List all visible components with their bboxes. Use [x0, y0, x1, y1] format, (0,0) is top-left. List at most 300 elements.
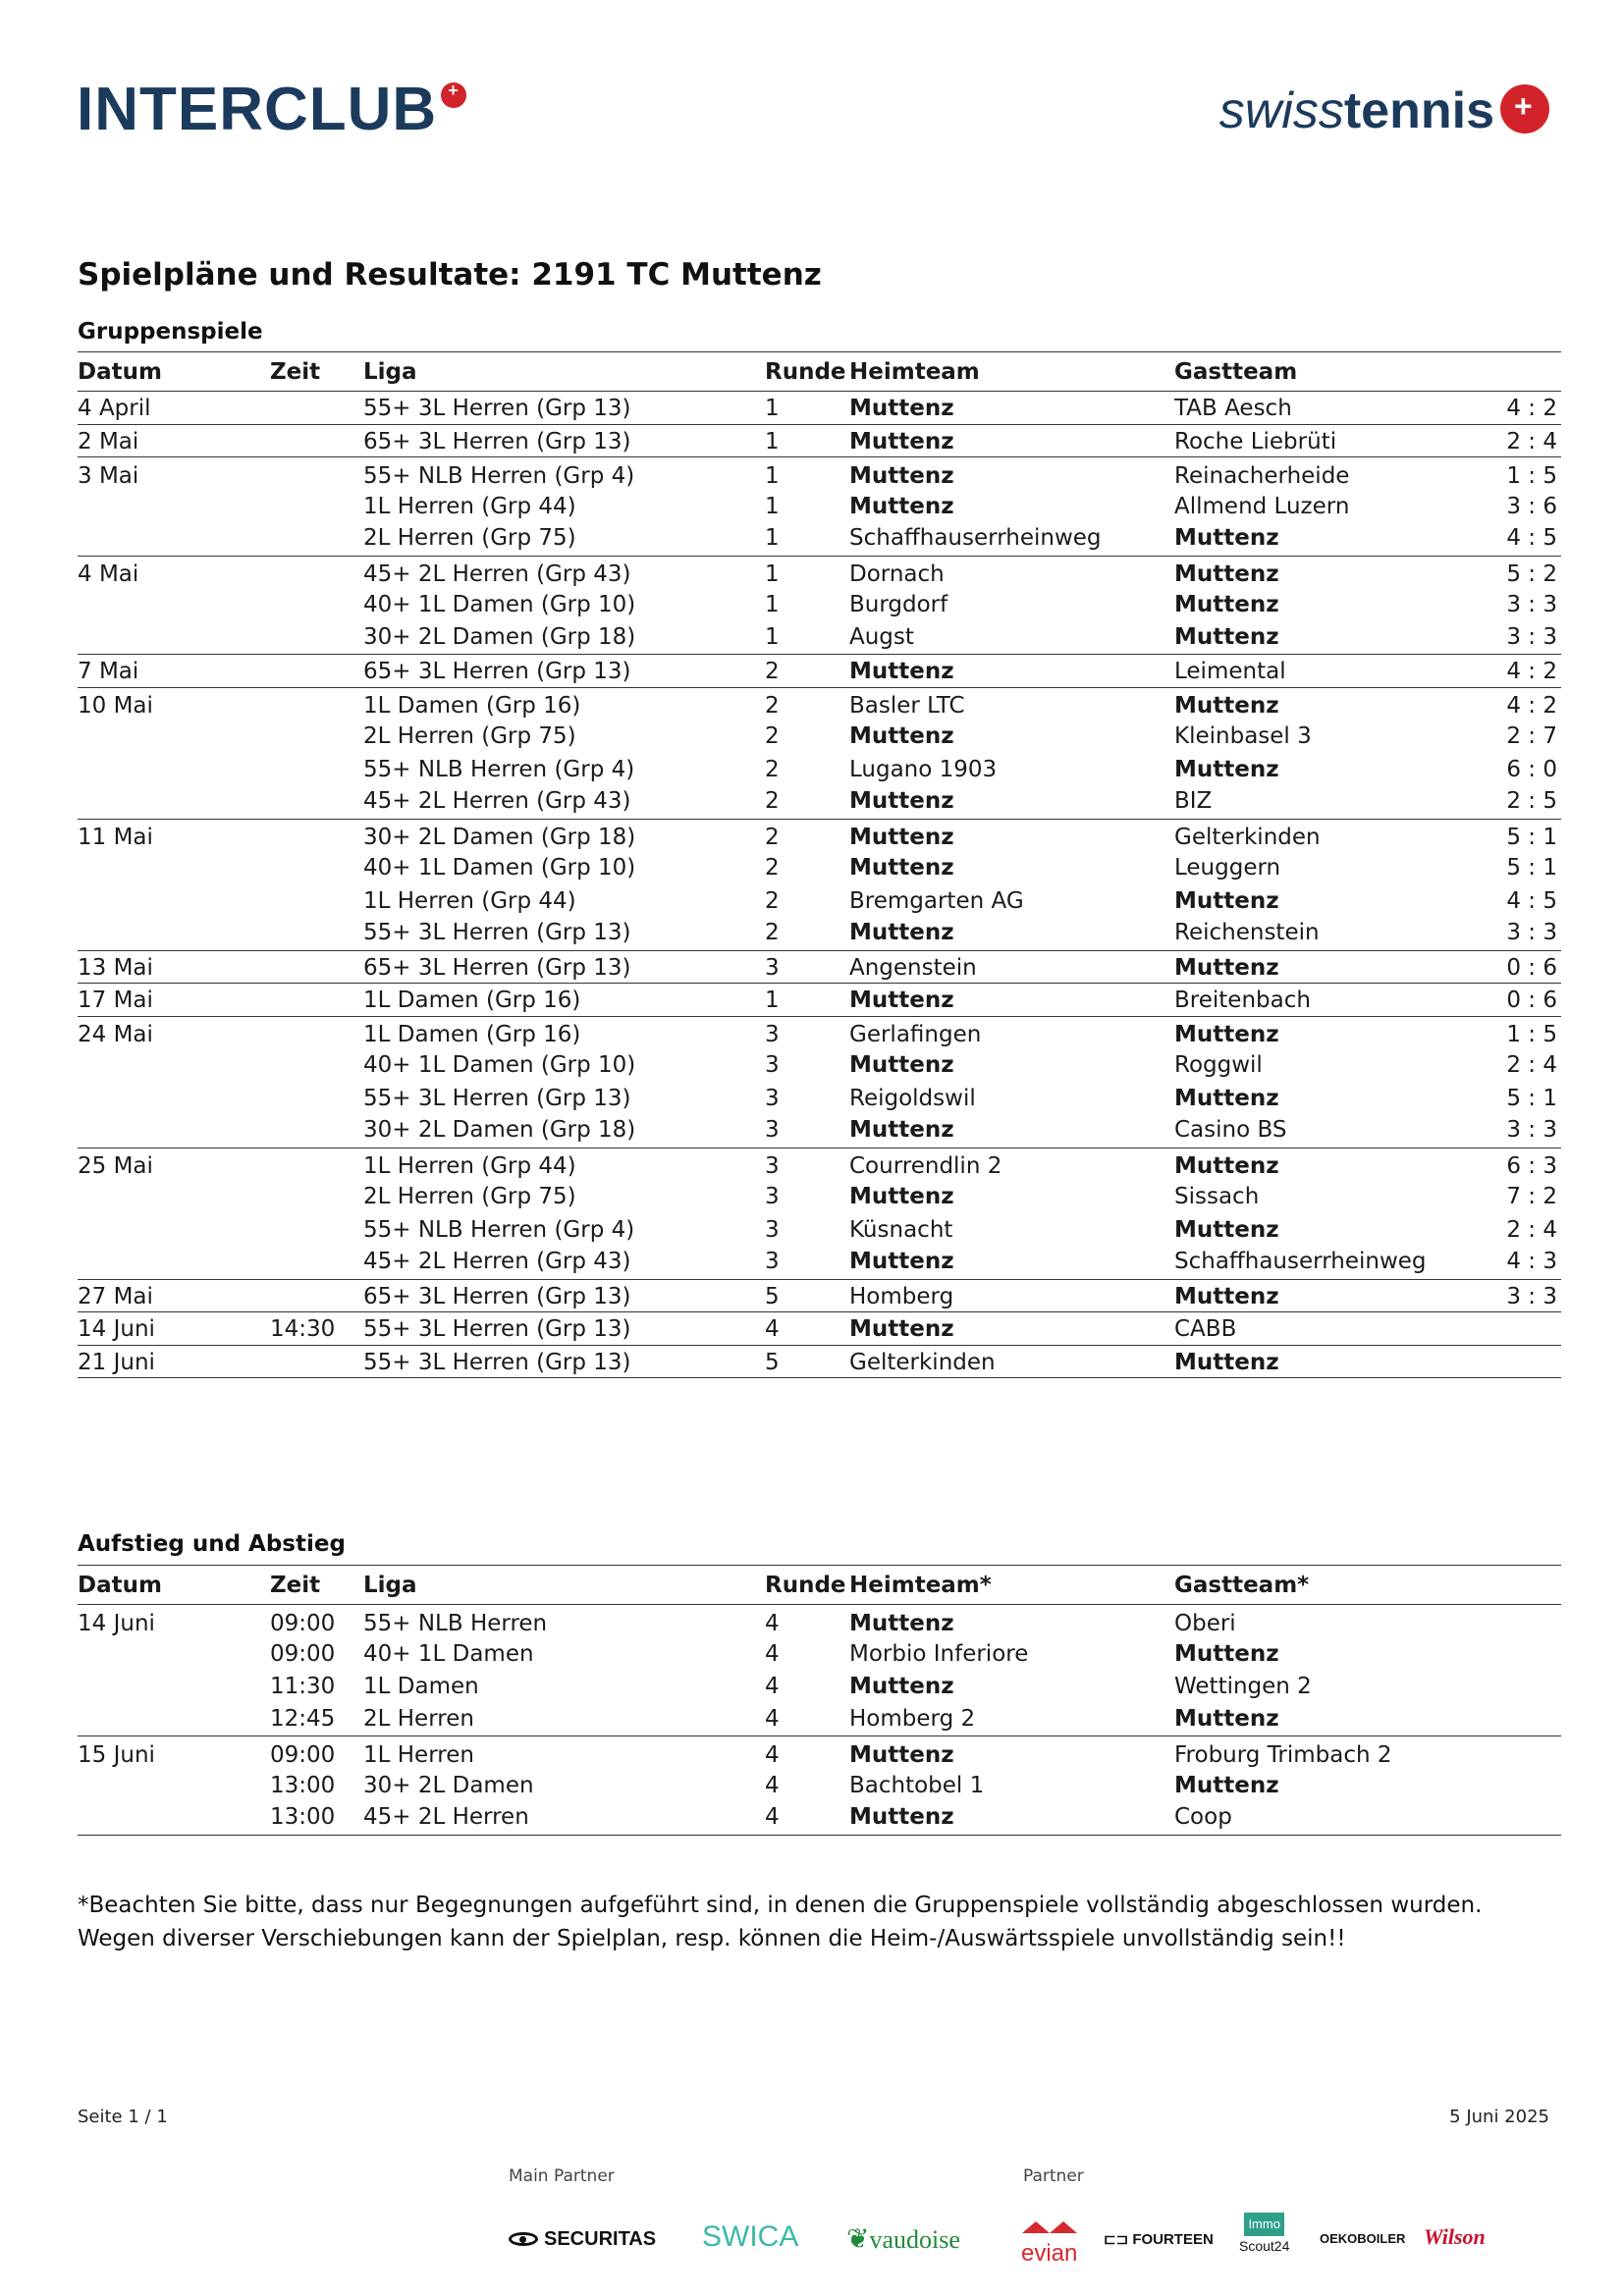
match-guest: Allmend Luzern — [1174, 493, 1350, 519]
match-date: 4 Mai — [78, 561, 139, 587]
match-row — [78, 523, 1561, 557]
match-row — [78, 852, 1561, 885]
match-time — [270, 589, 363, 622]
match-liga: 55+ 3L Herren (Grp 13) — [363, 1312, 765, 1346]
match-runde: 3 — [765, 1085, 780, 1111]
match-home: Gerlafingen — [849, 1022, 982, 1047]
header-home: Heimteam — [849, 352, 1174, 392]
match-guest: Muttenz — [1174, 1703, 1502, 1736]
match-home: Schaffhauserrheinweg — [849, 523, 1174, 557]
match-runde: 2 — [765, 723, 780, 750]
match-guest: Muttenz — [1174, 1345, 1502, 1378]
footnote-line-2: Wegen diverser Verschiebungen kann der Spielplan, resp. können die Heim-/Auswärtsspiele unvollständig sein!! — [78, 1926, 1346, 1951]
match-date — [78, 1703, 270, 1736]
match-home: Homberg 2 — [849, 1703, 1174, 1736]
match-date — [78, 1802, 270, 1836]
match-result: 2 : 5 — [1502, 786, 1561, 820]
match-result: 4 : 3 — [1502, 1247, 1561, 1280]
match-home: Burgdorf — [849, 592, 948, 618]
match-guest: Muttenz — [1174, 1772, 1279, 1798]
match-date: 25 Mai — [78, 1153, 153, 1179]
match-runde: 2 — [765, 855, 780, 881]
match-runde: 4 — [765, 1610, 780, 1636]
match-runde: 1 — [765, 523, 849, 557]
mountain-icon — [1050, 2221, 1077, 2233]
match-guest: Coop — [1174, 1802, 1502, 1836]
header-guest: Gastteam — [1174, 352, 1502, 392]
match-home: Muttenz — [849, 1674, 954, 1700]
match-liga: 40+ 1L Damen (Grp 10) — [363, 592, 636, 618]
match-runde: 1 — [765, 592, 780, 618]
match-result — [1502, 1769, 1561, 1802]
match-liga: 1L Herren — [363, 1741, 474, 1768]
match-row — [78, 1736, 1561, 1770]
match-liga: 55+ 3L Herren (Grp 13) — [363, 392, 765, 425]
interclub-logo-text: INTERCLUB — [77, 76, 438, 143]
match-home: Muttenz — [849, 723, 954, 750]
eye-icon — [509, 2232, 538, 2246]
match-result: 3 : 3 — [1502, 1115, 1561, 1148]
match-runde: 4 — [765, 1772, 780, 1798]
match-guest: Casino BS — [1174, 1115, 1502, 1148]
match-runde: 2 — [765, 786, 849, 820]
match-guest: Muttenz — [1174, 523, 1502, 557]
match-liga: 45+ 2L Herren (Grp 43) — [363, 1247, 765, 1280]
match-date — [78, 884, 270, 918]
match-home: Muttenz — [849, 1115, 1174, 1148]
match-liga: 55+ NLB Herren (Grp 4) — [363, 462, 635, 489]
match-liga: 55+ 3L Herren (Grp 13) — [363, 1345, 765, 1378]
header-time: Zeit — [270, 352, 363, 392]
sponsor-fourteen — [1104, 2230, 1214, 2248]
match-time — [270, 1279, 363, 1312]
match-row — [78, 1213, 1561, 1247]
match-result — [1502, 1802, 1561, 1836]
match-guest: Muttenz — [1174, 1022, 1279, 1047]
match-row — [78, 1247, 1561, 1280]
match-home: Homberg — [849, 1279, 1174, 1312]
match-guest: Reichenstein — [1174, 918, 1502, 951]
match-time — [270, 556, 363, 589]
match-time: 09:00 — [270, 1610, 336, 1636]
match-liga: 40+ 1L Damen — [363, 1640, 534, 1667]
match-date: 27 Mai — [78, 1279, 270, 1312]
match-liga: 1L Herren (Grp 44) — [363, 887, 576, 914]
match-guest: Oberi — [1174, 1610, 1236, 1636]
match-liga: 1L Herren (Grp 44) — [363, 493, 576, 519]
match-row — [78, 1148, 1561, 1181]
match-result: 1 : 5 — [1506, 1022, 1557, 1047]
sponsor-securitas-text: SECURITAS — [544, 2228, 657, 2250]
match-guest: Leimental — [1174, 655, 1502, 688]
page-number: Seite 1 / 1 — [78, 2107, 168, 2127]
match-guest: BIZ — [1174, 786, 1502, 820]
match-date — [78, 589, 270, 622]
match-time: 09:00 — [270, 1640, 336, 1667]
match-runde: 1 — [765, 621, 849, 655]
match-row — [78, 1279, 1561, 1312]
match-row — [78, 950, 1561, 984]
match-row — [78, 1703, 1561, 1736]
match-row — [78, 1637, 1561, 1671]
table-header-row — [78, 1566, 1561, 1605]
match-liga: 40+ 1L Damen (Grp 10) — [363, 1052, 636, 1079]
match-runde: 1 — [765, 561, 780, 587]
leaf-icon: ❦ — [846, 2224, 870, 2255]
match-guest: Kleinbasel 3 — [1174, 723, 1312, 750]
header-date: Datum — [78, 1566, 270, 1605]
match-date — [78, 523, 270, 557]
match-time — [270, 852, 363, 885]
match-liga: 1L Damen — [363, 1674, 479, 1700]
match-date — [78, 1115, 270, 1148]
match-liga: 2L Herren (Grp 75) — [363, 523, 765, 557]
match-date: 21 Juni — [78, 1345, 270, 1378]
match-liga: 55+ 3L Herren (Grp 13) — [363, 918, 765, 951]
match-result: 6 : 0 — [1506, 756, 1557, 782]
match-home: Basler LTC — [849, 693, 965, 719]
match-date: 14 Juni — [78, 1610, 155, 1636]
match-result: 5 : 2 — [1506, 561, 1557, 587]
sponsor-evian-text: evian — [1021, 2240, 1078, 2267]
match-date: 10 Mai — [78, 693, 153, 719]
match-liga: 2L Herren (Grp 75) — [363, 1184, 576, 1210]
match-time — [270, 424, 363, 457]
match-home: Courrendlin 2 — [849, 1153, 1002, 1179]
match-date — [78, 1082, 270, 1115]
match-row — [78, 1802, 1561, 1836]
match-result: 5 : 1 — [1506, 1085, 1557, 1111]
match-time: 13:00 — [270, 1802, 363, 1836]
match-home: Muttenz — [849, 1312, 1174, 1346]
match-home: Muttenz — [849, 825, 954, 850]
match-row — [78, 1605, 1561, 1638]
swisstennis-logo-tennis: tennis — [1343, 82, 1494, 139]
match-result: 4 : 2 — [1502, 655, 1561, 688]
match-runde: 4 — [765, 1674, 780, 1700]
match-runde: 5 — [765, 1345, 849, 1378]
match-guest: Muttenz — [1174, 1279, 1502, 1312]
match-row — [78, 1671, 1561, 1704]
match-result: 3 : 3 — [1506, 592, 1557, 618]
match-guest: Leuggern — [1174, 855, 1281, 881]
match-home: Muttenz — [849, 786, 1174, 820]
match-liga: 30+ 2L Damen — [363, 1772, 534, 1798]
match-guest: Muttenz — [1174, 1153, 1279, 1179]
match-guest: Reinacherheide — [1174, 462, 1350, 489]
match-liga: 30+ 2L Damen (Grp 18) — [363, 621, 765, 655]
match-result — [1502, 1703, 1561, 1736]
match-date: 3 Mai — [78, 462, 139, 489]
match-guest: Froburg Trimbach 2 — [1174, 1741, 1392, 1768]
match-liga: 1L Damen (Grp 16) — [363, 1022, 581, 1047]
match-result: 3 : 3 — [1502, 1279, 1561, 1312]
match-guest: Muttenz — [1174, 756, 1279, 782]
match-home: Muttenz — [849, 392, 1174, 425]
match-row — [78, 1181, 1561, 1214]
match-home: Dornach — [849, 561, 945, 587]
match-row — [78, 1049, 1561, 1083]
match-result: 4 : 2 — [1506, 693, 1557, 719]
match-date — [78, 753, 270, 786]
match-home: Muttenz — [849, 1184, 954, 1210]
match-home: Muttenz — [849, 1610, 954, 1636]
match-home: Muttenz — [849, 1802, 1174, 1836]
table-header-row — [78, 352, 1561, 392]
match-result: 6 : 3 — [1506, 1153, 1557, 1179]
interclub-logo — [77, 75, 466, 144]
match-liga: 55+ NLB Herren — [363, 1610, 548, 1636]
match-time — [270, 984, 363, 1017]
match-time: 14:30 — [270, 1312, 363, 1346]
match-time — [270, 1049, 363, 1083]
match-row — [78, 687, 1561, 721]
match-result: 3 : 3 — [1502, 918, 1561, 951]
match-liga: 40+ 1L Damen (Grp 10) — [363, 855, 636, 881]
match-guest: CABB — [1174, 1312, 1502, 1346]
match-guest: Muttenz — [1174, 693, 1279, 719]
match-home: Reigoldswil — [849, 1085, 976, 1111]
match-date — [78, 1769, 270, 1802]
match-result: 0 : 6 — [1502, 984, 1561, 1017]
match-row — [78, 721, 1561, 754]
match-runde: 3 — [765, 1247, 849, 1280]
group-schedule-table — [78, 351, 1561, 1378]
fourteen-mark-icon: ⊏⊐ — [1104, 2231, 1133, 2248]
match-home: Muttenz — [849, 493, 954, 519]
match-date — [78, 1049, 270, 1083]
match-liga: 45+ 2L Herren — [363, 1802, 765, 1836]
header-runde: Runde — [765, 1566, 849, 1605]
mountain-icon — [1022, 2221, 1050, 2233]
match-date — [78, 918, 270, 951]
match-guest: TAB Aesch — [1174, 392, 1502, 425]
match-runde: 1 — [765, 462, 780, 489]
sponsor-securitas — [509, 2228, 656, 2251]
match-liga: 30+ 2L Damen (Grp 18) — [363, 1115, 765, 1148]
match-liga: 65+ 3L Herren (Grp 13) — [363, 655, 765, 688]
match-time — [270, 523, 363, 557]
match-guest: Roche Liebrüti — [1174, 424, 1502, 457]
match-time: 09:00 — [270, 1741, 336, 1768]
match-result: 2 : 4 — [1506, 1216, 1557, 1243]
match-date: 17 Mai — [78, 984, 270, 1017]
match-date — [78, 490, 270, 523]
match-home: Muttenz — [849, 918, 1174, 951]
match-guest: Roggwil — [1174, 1052, 1263, 1079]
match-result: 0 : 6 — [1502, 950, 1561, 984]
match-guest: Gelterkinden — [1174, 825, 1321, 850]
match-home: Gelterkinden — [849, 1345, 1174, 1378]
sponsor-vaudoise — [846, 2222, 960, 2256]
match-result: 3 : 3 — [1502, 621, 1561, 655]
match-runde: 1 — [765, 392, 849, 425]
match-result — [1502, 1312, 1561, 1346]
match-guest: Muttenz — [1174, 592, 1279, 618]
match-home: Muttenz — [849, 1741, 954, 1768]
header-result — [1502, 1566, 1561, 1605]
promotion-schedule-table — [78, 1565, 1561, 1836]
match-guest: Muttenz — [1174, 1216, 1279, 1243]
section-title-gruppenspiele: Gruppenspiele — [78, 319, 263, 345]
footnote — [78, 1889, 1482, 1955]
match-runde: 2 — [765, 825, 780, 850]
match-row — [78, 819, 1561, 852]
match-time — [270, 950, 363, 984]
match-time: 12:45 — [270, 1703, 363, 1736]
print-date: 5 Juni 2025 — [1449, 2107, 1549, 2127]
match-date — [78, 786, 270, 820]
match-result: 5 : 1 — [1506, 825, 1557, 850]
match-guest: Schaffhauserrheinweg — [1174, 1247, 1502, 1280]
match-home: Muttenz — [849, 655, 1174, 688]
match-time — [270, 687, 363, 721]
match-home: Angenstein — [849, 950, 1174, 984]
match-row — [78, 786, 1561, 820]
match-time — [270, 753, 363, 786]
match-date: 11 Mai — [78, 825, 153, 850]
match-result: 4 : 2 — [1502, 392, 1561, 425]
match-guest: Breitenbach — [1174, 984, 1502, 1017]
match-row — [78, 457, 1561, 491]
match-liga: 55+ 3L Herren (Grp 13) — [363, 1085, 631, 1111]
sponsor-immoscout — [1239, 2213, 1289, 2256]
match-time — [270, 1115, 363, 1148]
match-runde: 4 — [765, 1640, 780, 1667]
match-result: 7 : 2 — [1506, 1184, 1557, 1210]
match-liga: 2L Herren (Grp 75) — [363, 723, 576, 750]
match-runde: 1 — [765, 424, 849, 457]
match-liga: 65+ 3L Herren (Grp 13) — [363, 424, 765, 457]
match-runde: 2 — [765, 887, 780, 914]
match-date — [78, 1671, 270, 1704]
match-home: Muttenz — [849, 984, 1174, 1017]
match-result: 5 : 1 — [1506, 855, 1557, 881]
match-runde: 4 — [765, 1703, 849, 1736]
match-guest: Muttenz — [1174, 561, 1279, 587]
match-time — [270, 655, 363, 688]
match-runde: 3 — [765, 1052, 780, 1079]
match-row — [78, 1082, 1561, 1115]
match-result: 1 : 5 — [1506, 462, 1557, 489]
section-title-aufstieg: Aufstieg und Abstieg — [78, 1531, 346, 1557]
match-home: Muttenz — [849, 1247, 1174, 1280]
match-time — [270, 884, 363, 918]
match-time — [270, 1345, 363, 1378]
match-time — [270, 490, 363, 523]
sponsor-evian — [1021, 2213, 1077, 2268]
match-guest: Muttenz — [1174, 1085, 1279, 1111]
match-guest: Muttenz — [1174, 887, 1279, 914]
match-date: 14 Juni — [78, 1312, 270, 1346]
match-date — [78, 1247, 270, 1280]
match-home: Muttenz — [849, 462, 954, 489]
header-home: Heimteam* — [849, 1566, 1174, 1605]
match-result: 2 : 4 — [1502, 424, 1561, 457]
match-home: Bremgarten AG — [849, 887, 1024, 914]
sponsor-fourteen-text: FOURTEEN — [1132, 2231, 1214, 2248]
match-row — [78, 1115, 1561, 1148]
match-time — [270, 621, 363, 655]
match-runde: 2 — [765, 655, 849, 688]
match-result: 2 : 7 — [1506, 723, 1557, 750]
match-liga: 65+ 3L Herren (Grp 13) — [363, 950, 765, 984]
match-time — [270, 1082, 363, 1115]
header-runde: Runde — [765, 352, 849, 392]
match-row — [78, 424, 1561, 457]
header-guest: Gastteam* — [1174, 1566, 1502, 1605]
match-row — [78, 392, 1561, 425]
sponsor-wilson: Wilson — [1424, 2224, 1486, 2249]
match-home: Muttenz — [849, 855, 954, 881]
match-time — [270, 1148, 363, 1181]
match-liga: 2L Herren — [363, 1703, 765, 1736]
match-time — [270, 457, 363, 491]
header-liga: Liga — [363, 1566, 765, 1605]
match-row — [78, 621, 1561, 655]
swisstennis-logo-swiss: swiss — [1218, 82, 1344, 139]
match-liga: 45+ 2L Herren (Grp 43) — [363, 561, 631, 587]
match-time — [270, 392, 363, 425]
match-result — [1502, 1671, 1561, 1704]
tennis-ball-icon — [441, 82, 466, 108]
footnote-line-1: *Beachten Sie bitte, dass nur Begegnungen aufgeführt sind, in denen die Gruppenspiele vollständig abgeschlossen wurden. — [78, 1893, 1483, 1918]
sponsor-vaudoise-text: vaudoise — [869, 2225, 960, 2254]
match-runde: 3 — [765, 1022, 780, 1047]
sponsor-oekoboiler: OEKOBOILER — [1320, 2231, 1406, 2246]
header-time: Zeit — [270, 1566, 363, 1605]
header-liga: Liga — [363, 352, 765, 392]
match-row — [78, 753, 1561, 786]
match-runde: 3 — [765, 1153, 780, 1179]
swisstennis-logo — [1219, 79, 1549, 140]
match-time — [270, 918, 363, 951]
match-date — [78, 1213, 270, 1247]
match-date: 15 Juni — [78, 1741, 155, 1768]
match-runde: 2 — [765, 756, 780, 782]
match-result — [1502, 1605, 1561, 1638]
match-result: 4 : 5 — [1506, 887, 1557, 914]
match-runde: 3 — [765, 1184, 780, 1210]
match-home: Muttenz — [849, 424, 1174, 457]
match-row — [78, 556, 1561, 589]
match-row — [78, 490, 1561, 523]
header-result — [1502, 352, 1561, 392]
sponsor-immoscout-box: Immo — [1244, 2213, 1284, 2236]
match-runde: 1 — [765, 984, 849, 1017]
match-guest: Muttenz — [1174, 621, 1502, 655]
match-guest: Sissach — [1174, 1184, 1260, 1210]
match-row — [78, 655, 1561, 688]
match-home: Augst — [849, 621, 1174, 655]
match-time — [270, 1016, 363, 1049]
match-liga: 1L Herren (Grp 44) — [363, 1153, 576, 1179]
match-guest: Muttenz — [1174, 950, 1502, 984]
sponsor-swica: SWICA — [702, 2220, 799, 2253]
match-date: 4 April — [78, 392, 270, 425]
match-result — [1502, 1637, 1561, 1671]
match-time — [270, 1181, 363, 1214]
match-row — [78, 1312, 1561, 1346]
match-runde: 1 — [765, 493, 780, 519]
match-runde: 3 — [765, 1216, 780, 1243]
tennis-ball-icon — [1500, 84, 1549, 133]
match-time: 11:30 — [270, 1674, 336, 1700]
match-liga: 65+ 3L Herren (Grp 13) — [363, 1279, 765, 1312]
match-home: Küsnacht — [849, 1216, 953, 1243]
match-row — [78, 918, 1561, 951]
match-runde: 3 — [765, 1115, 849, 1148]
